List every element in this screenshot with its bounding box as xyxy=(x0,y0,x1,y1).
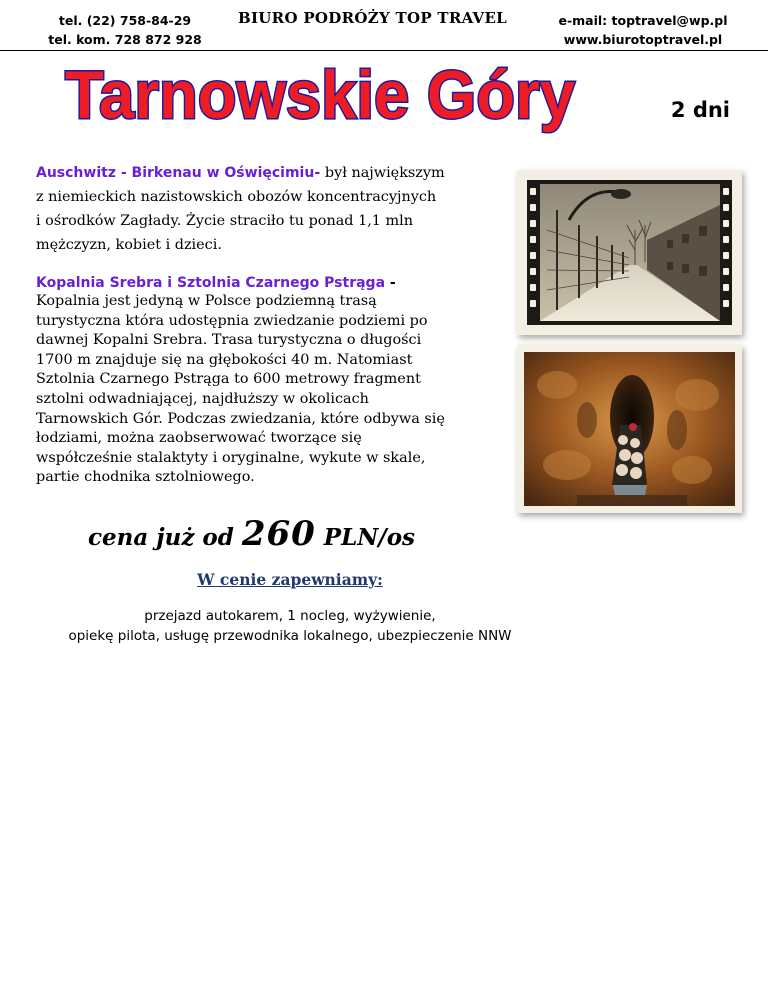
price-prefix: cena już od xyxy=(88,524,242,551)
includes-line: przejazd autokarem, 1 nocleg, wyżywienie, xyxy=(144,608,436,624)
header-website[interactable]: www.biurotoptravel.pl xyxy=(563,32,723,47)
section-auschwitz-line: mężczyzn, kobiet i dzieci. xyxy=(36,237,222,253)
section-auschwitz xyxy=(36,161,506,257)
section-mine-header xyxy=(36,273,506,293)
price-amount: 260 xyxy=(241,514,316,554)
section-mine-line: 1700 m znajduje się na głębokości 40 m. Natomiast xyxy=(36,351,413,368)
section-auschwitz-heading: Auschwitz - Birkenau w Oświęcimiu xyxy=(36,165,315,181)
section-auschwitz-text-first: był największym xyxy=(320,165,445,181)
section-mine-line: partie chodnika sztolniowego. xyxy=(36,469,255,486)
header-mobile: tel. kom. 728 872 928 xyxy=(48,32,202,47)
header-divider xyxy=(0,50,768,51)
section-mine-body xyxy=(36,292,506,488)
section-auschwitz-first-line xyxy=(36,161,506,185)
section-mine-dash: - xyxy=(385,275,396,291)
section-mine-line: sztolni odwadniającej, najdłuższy w okolicach xyxy=(36,390,369,407)
agency-name: BIURO PODRÓŻY TOP TRAVEL xyxy=(238,9,508,27)
title-text: Tarnowskie Góry xyxy=(65,57,576,133)
includes-heading: W cenie zapewniamy: xyxy=(197,570,383,589)
section-auschwitz-line: i ośrodków Zagłady. Życie straciło tu ponad 1,1 mln xyxy=(36,213,414,229)
section-auschwitz-line: z niemieckich nazistowskich obozów koncentracyjnych xyxy=(36,189,437,205)
mine-tunnel-photo xyxy=(517,345,742,513)
auschwitz-photo xyxy=(517,170,742,335)
section-mine-line: turystyczna która udostępnia zwiedzanie podziemi po xyxy=(36,312,428,329)
title-wordart xyxy=(60,54,580,138)
section-mine-line: Tarnowskich Gór. Podczas zwiedzania, które odbywa się xyxy=(36,410,445,427)
includes-line: opiekę pilota, usługę przewodnika lokalnego, ubezpieczenie NNW xyxy=(68,628,512,644)
section-mine-line: łodziami, można zaobserwować tworzące się xyxy=(36,430,362,447)
header-email[interactable]: e-mail: toptravel@wp.pl xyxy=(558,13,728,28)
section-mine-heading: Kopalnia Srebra i Sztolnia Czarnego Pstrąga xyxy=(36,275,386,291)
section-auschwitz-dash: - xyxy=(314,165,321,181)
header-contact-phones xyxy=(40,11,210,49)
trip-duration: 2 dni xyxy=(670,98,730,122)
section-mine-line: współcześnie stalaktyty i oryginalne, wykute w skale, xyxy=(36,449,426,466)
section-mine-line: Sztolnia Czarnego Pstrąga to 600 metrowy fragment xyxy=(36,371,421,388)
page-title xyxy=(60,54,580,138)
header-contact-online xyxy=(548,11,738,49)
section-mine-line: dawnej Kopalni Srebra. Trasa turystyczna o długości xyxy=(36,332,422,349)
header-phone: tel. (22) 758-84-29 xyxy=(58,13,192,28)
price-line xyxy=(88,514,415,554)
price-suffix: PLN/os xyxy=(315,524,415,551)
section-mine-line: Kopalnia jest jedyną w Polsce podziemną trasą xyxy=(36,293,377,309)
